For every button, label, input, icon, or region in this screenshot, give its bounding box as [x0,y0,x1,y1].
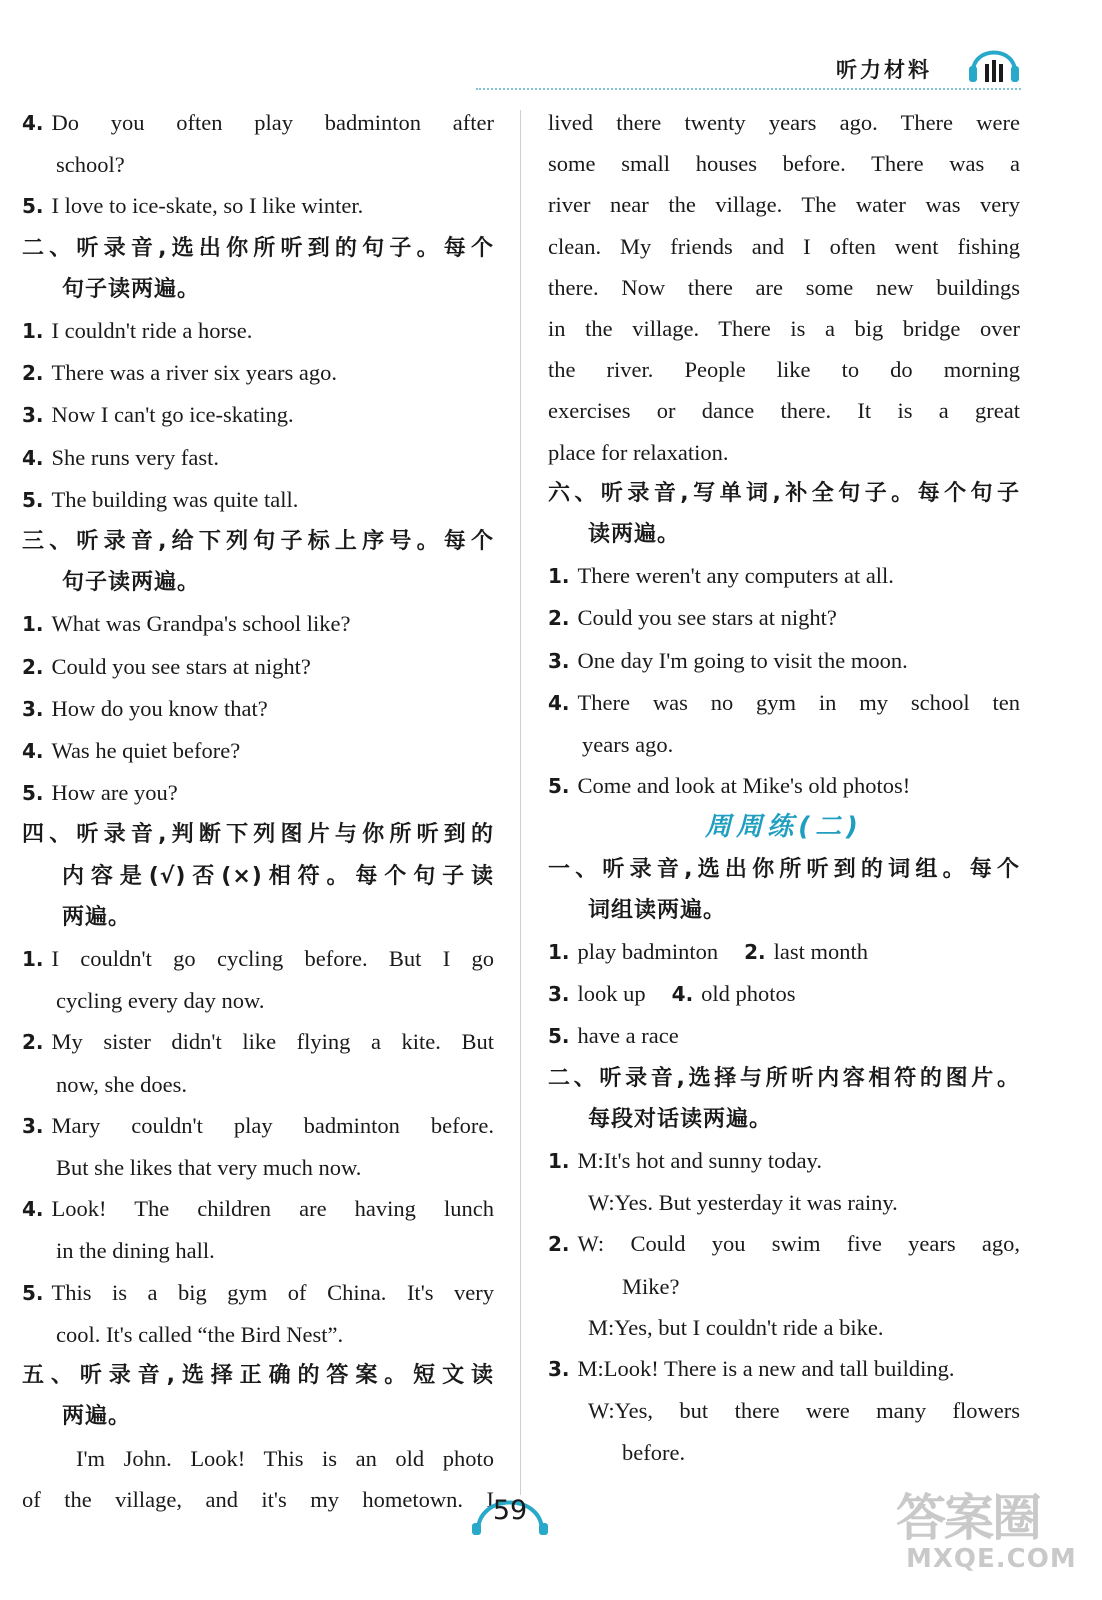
list-item [22,185,494,227]
item-text: What was Grandpa's school like? [51,611,351,637]
item-number: 3. [22,403,44,428]
list-item [548,640,1020,682]
list-item-pair [548,931,1020,973]
item-text: Could you see stars at night? [51,653,311,679]
item-number: 5. [22,1280,44,1305]
item-number: 5. [22,781,44,806]
list-item-continuation: in the dining hall. [56,1238,215,1264]
section-heading-continuation: 句子读两遍。 [62,570,201,596]
list-item [22,688,494,730]
item-text: have a race [577,1023,679,1049]
item-number: 5. [548,774,570,799]
item-number: 3. [548,1357,570,1382]
item-text: I couldn't ride a horse. [51,318,253,344]
item-number: 4. [548,690,570,715]
section-heading-continuation: 词组读两遍。 [588,897,727,923]
section-heading-continuation: 句子读两遍。 [62,276,201,302]
item-text: W: Could you swim five years ago, [577,1231,1020,1257]
list-item [22,479,494,521]
item-text: She runs very fast. [51,444,219,470]
item-number: 5. [548,1024,570,1049]
list-item [22,603,494,645]
list-item [22,102,494,144]
item-number: 1. [22,612,44,637]
list-item [548,1348,1020,1390]
list-item [22,437,494,479]
item-text: play badminton [577,939,719,965]
item-number: 2. [548,606,570,631]
list-item [548,1015,1020,1057]
item-number: 4. [671,982,694,1007]
section-heading: 三、听录音,给下列句子标上序号。每个 [22,529,494,555]
list-item [548,597,1020,639]
item-number: 2. [22,1030,44,1055]
list-item [22,772,494,814]
item-number: 3. [22,1113,44,1138]
item-number: 2. [548,1232,570,1257]
list-item-continuation: now, she does. [56,1071,188,1097]
list-item [548,682,1020,724]
list-item [22,1021,494,1063]
item-number: 1. [22,947,44,972]
item-text: Mary couldn't play badminton before. [51,1112,494,1138]
section-heading: 二、听录音,选出你所听到的句子。每个 [22,235,494,261]
item-text: Come and look at Mike's old photos! [577,773,911,799]
watermark-logo: 答案圈 [896,1489,1040,1547]
column-divider [520,110,521,1495]
paragraph-line: I'm John. Look! This is an old photo [76,1445,494,1471]
dialogue-line: M:Yes, but I couldn't ride a bike. [588,1314,884,1340]
item-number: 2. [22,361,44,386]
item-text: last month [773,939,869,965]
item-text: M:It's hot and sunny today. [577,1148,822,1174]
paragraph-line: in the village. There is a big bridge over [548,316,1020,342]
list-item [548,555,1020,597]
item-number: 5. [22,487,44,512]
paragraph-line: the river. People like to do morning [548,357,1020,383]
list-item-continuation: years ago. [582,732,674,758]
section-heading-continuation: 两遍。 [62,1404,132,1430]
list-item-continuation: school? [56,152,125,178]
paragraph-line: lived there twenty years ago. There were [548,110,1020,135]
watermark [896,1478,1086,1588]
list-item [22,1105,494,1147]
headphones-icon [965,36,1023,86]
item-number: 5. [22,194,44,219]
list-item-continuation: cool. It's called “the Bird Nest”. [56,1321,344,1347]
item-text: Look! The children are having lunch [51,1196,494,1222]
dialogue-line: W:Yes. But yesterday it was rainy. [588,1190,898,1216]
item-number: 4. [22,739,44,764]
item-number: 1. [22,319,44,344]
item-text: Now I can't go ice-skating. [51,402,294,428]
item-number: 4. [22,445,44,470]
item-number: 1. [548,1149,570,1174]
item-text: look up [577,981,646,1007]
dialogue-continuation: before. [622,1439,686,1465]
list-item [548,1223,1020,1265]
item-number: 3. [548,648,570,673]
section-heading-continuation: 两遍。 [62,904,132,930]
page-number: 59 [492,1495,528,1526]
section-heading: 四、听录音,判断下列图片与你所听到的 [22,822,494,848]
list-item-continuation: cycling every day now. [56,988,265,1014]
item-text: My sister didn't like flying a kite. But [51,1029,494,1055]
list-item-continuation: But she likes that very much now. [56,1155,362,1181]
list-item [22,1188,494,1230]
item-number: 1. [548,564,570,589]
section-heading: 二、听录音,选择与所听内容相符的图片。 [548,1065,1020,1091]
list-item [22,938,494,980]
list-item [22,310,494,352]
paragraph-line: some small houses before. There was a [548,151,1020,177]
section-heading: 五、听录音,选择正确的答案。短文读 [22,1363,494,1389]
item-text: One day I'm going to visit the moon. [577,647,908,673]
item-text: There weren't any computers at all. [577,563,894,589]
paragraph-line: of the village, and it's my hometown. I [22,1486,494,1512]
item-number: 3. [548,982,570,1007]
item-text: Do you often play badminton after [51,110,494,135]
item-text: Was he quiet before? [51,738,241,764]
paragraph-line: place for relaxation. [548,439,729,465]
item-text: How are you? [51,780,178,806]
header-divider [476,88,1021,90]
right-column [548,102,1020,1473]
item-number: 4. [22,1197,44,1222]
header-label: 听力材料 [836,58,932,82]
item-text: This is a big gym of China. It's very [51,1279,494,1305]
item-text: How do you know that? [51,695,268,721]
section-heading-continuation: 每段对话读两遍。 [588,1106,773,1132]
item-text: There was no gym in my school ten [577,689,1020,715]
list-item [22,1272,494,1314]
item-text: I love to ice-skate, so I like winter. [51,193,364,219]
dialogue-continuation: Mike? [622,1273,680,1299]
item-text: There was a river six years ago. [51,360,338,386]
item-number: 1. [548,940,570,965]
list-item [548,1140,1020,1182]
paragraph-line: clean. My friends and I often went fishing [548,233,1020,259]
item-text: The building was quite tall. [51,486,299,512]
section-heading: 六、听录音,写单词,补全句子。每个句子 [548,480,1020,506]
list-item [22,394,494,436]
item-number: 3. [22,696,44,721]
list-item [22,352,494,394]
section-heading-continuation: 读两遍。 [588,522,681,548]
page-number-badge [470,1487,550,1537]
item-text: old photos [701,981,796,1007]
paragraph-line: river near the village. The water was very [548,192,1020,218]
paragraph-line: exercises or dance there. It is a great [548,398,1020,424]
list-item-pair [548,973,1020,1015]
watermark-url: MXQE.COM [906,1544,1077,1574]
list-item [22,646,494,688]
list-item [22,730,494,772]
item-number: 2. [744,940,766,965]
item-text: I couldn't go cycling before. But I go [51,946,494,972]
section-heading: 一、听录音,选出你所听到的词组。每个 [548,856,1020,882]
item-number: 4. [22,111,44,135]
list-item [548,765,1020,807]
item-text: Could you see stars at night? [577,605,837,631]
section-heading-continuation: 内容是(√)否(×)相符。每个句子读 [62,863,494,889]
paragraph-line: there. Now there are some new buildings [548,274,1020,300]
item-text: M:Look! There is a new and tall building. [577,1356,955,1382]
left-column [22,102,494,1520]
dialogue-line: W:Yes, but there were many flowers [588,1398,1020,1424]
item-number: 2. [22,654,44,679]
section-title: 周周练(二) [705,812,863,843]
